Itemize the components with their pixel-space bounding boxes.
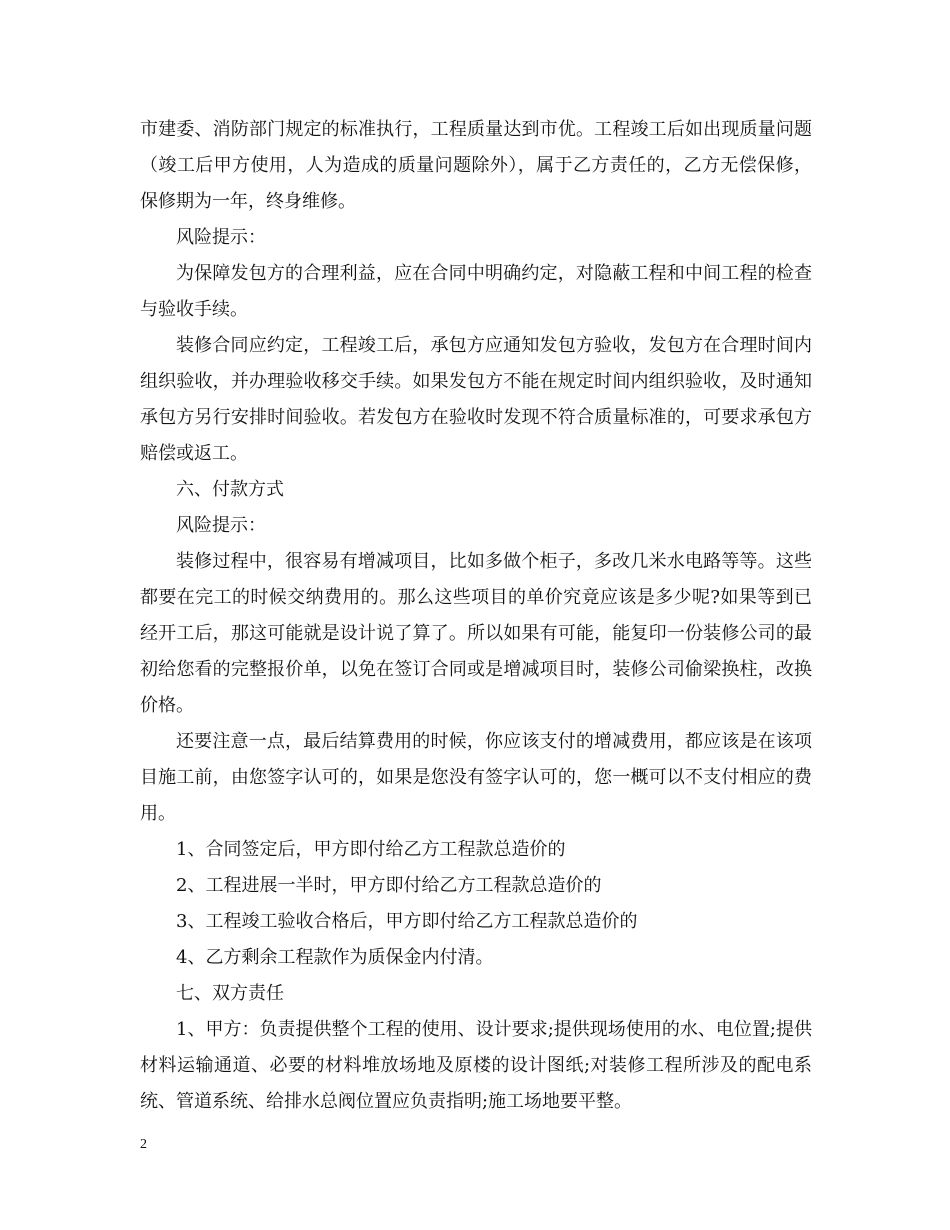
paragraph: 装修过程中，很容易有增减项目，比如多做个柜子，多改几米水电路等等。这些都要在完工的时候交纳费用的。那么这些项目的单价究竟应该是多少呢?如果等到已经开工后，那这可能就是设计说了算了。所以如果有可能，能复印一份装修公司的最初给您看的完整报价单，以免在签订合同或是增减项目时，装修公司偷梁换柱，改换价格。	[140, 551, 812, 716]
paragraph: 风险提示：	[176, 515, 266, 536]
paragraph: 装修合同应约定，工程竣工后，承包方应通知发包方验收，发包方在合理时间内组织验收，并办理验收移交手续。如果发包方不能在规定时间内组织验收，及时通知承包方另行安排时间验收。若发包方在验收时发现不符合质量标准的，可要求承包方赔偿或返工。	[140, 335, 812, 464]
list-item: 1、合同签定后，甲方即付给乙方工程款总造价的	[176, 839, 566, 860]
document-body	[140, 112, 812, 1120]
paragraph: 还要注意一点，最后结算费用的时候，你应该支付的增减费用，都应该是在该项目施工前，由您签字认可的，如果是您没有签字认可的，您一概可以不支付相应的费用。	[140, 731, 812, 824]
section-heading: 六、付款方式	[176, 479, 284, 500]
paragraph: 为保障发包方的合理利益，应在合同中明确约定，对隐蔽工程和中间工程的检查与验收手续。	[140, 263, 812, 320]
list-item: 2、工程进展一半时，甲方即付给乙方工程款总造价的	[176, 875, 602, 896]
list-item: 4、乙方剩余工程款作为质保金内付清。	[176, 947, 494, 968]
section-heading: 七、双方责任	[176, 983, 284, 1004]
list-item: 3、工程竣工验收合格后，甲方即付给乙方工程款总造价的	[176, 911, 638, 932]
page-number: 2	[140, 1137, 147, 1152]
paragraph: 风险提示：	[176, 227, 266, 248]
paragraph: 市建委、消防部门规定的标准执行，工程质量达到市优。工程竣工后如出现质量问题（竣工后甲方使用，人为造成的质量问题除外），属于乙方责任的，乙方无偿保修，保修期为一年，终身维修。	[140, 119, 812, 212]
paragraph: 1、甲方：负责提供整个工程的使用、设计要求;提供现场使用的水、电位置;提供材料运输通道、必要的材料堆放场地及原楼的设计图纸;对装修工程所涉及的配电系统、管道系统、给排水总阀位置应负责指明;施工场地要平整。	[140, 1019, 812, 1112]
